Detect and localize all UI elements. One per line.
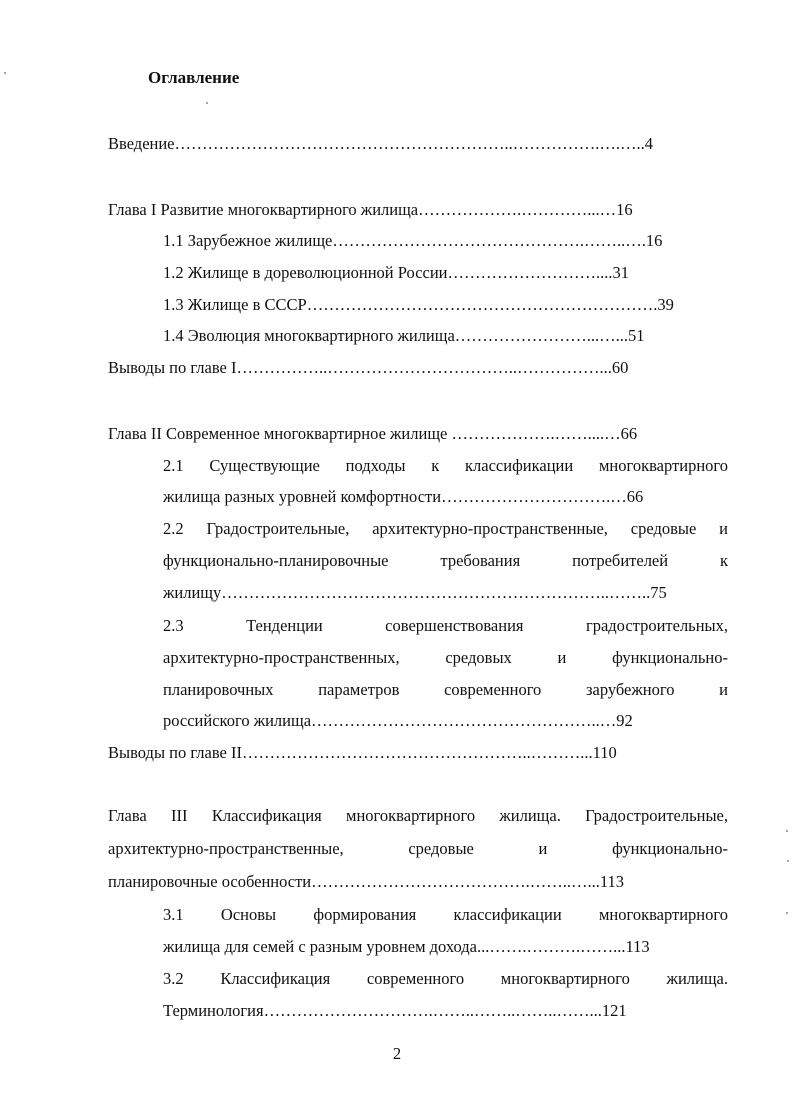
toc-section-2-3-line3: планировочных параметров современного зарубежного и	[163, 680, 728, 699]
toc-chapter-2: Глава II Современное многоквартирное жилище ……………….……....…66	[108, 424, 638, 443]
toc-chapter-3-line1: Глава III Классификация многоквартирного жилища. Градостроительные,	[108, 806, 728, 825]
toc-section-1-2: 1.2 Жилище в дореволюционной России………………………....31	[163, 263, 629, 282]
toc-chapter-3-line2: архитектурно-пространственные, средовые и функционально-	[108, 839, 728, 858]
toc-introduction: Введение……………………………………………………..…………….….…..4	[108, 134, 654, 153]
toc-section-2-1-line1: 2.1 Существующие подходы к классификации многоквартирного	[163, 456, 728, 475]
scan-speck	[4, 72, 6, 74]
toc-chapter-1: Глава I Развитие многоквартирного жилища……………….…………...…16	[108, 200, 633, 219]
toc-section-3-2-line2: Терминология………………………….……..……..……..……...121	[163, 1001, 627, 1020]
toc-section-1-4: 1.4 Эволюция многоквартирного жилища……………………...…...51	[163, 326, 645, 345]
toc-section-3-1-line2: жилища для семей с разным уровнем дохода...…….……….……...113	[163, 937, 650, 956]
toc-section-2-2-line3: жилищу……………………………………………………………..……..75	[163, 583, 667, 602]
page-title: Оглавление	[148, 68, 240, 87]
toc-section-3-1-line1: 3.1 Основы формирования классификации многоквартирного	[163, 905, 728, 924]
toc-section-2-3-line1: 2.3 Тенденции совершенствования градостроительных,	[163, 616, 728, 635]
toc-conclusions-1: Выводы по главе I……………..……………………………..……………...60	[108, 358, 629, 377]
scan-speck	[206, 102, 208, 104]
toc-section-2-1-line2: жилища разных уровней комфортности………………………….…66	[163, 487, 644, 506]
scan-speck	[786, 912, 788, 914]
toc-section-2-2-line1: 2.2 Градостроительные, архитектурно-пространственные, средовые и	[163, 519, 728, 538]
toc-section-2-2-line2: функционально-планировочные требования потребителей к	[163, 551, 728, 570]
scan-speck	[786, 830, 788, 832]
page-number: 2	[392, 1044, 402, 1063]
scan-speck	[787, 860, 789, 862]
toc-section-1-1: 1.1 Зарубежное жилище……………………………………….……..….16	[163, 231, 663, 250]
toc-conclusions-2: Выводы по главе II……………………………………………..………...110	[108, 743, 617, 762]
toc-section-2-3-line4: российского жилища……………………………………………..…92	[163, 711, 633, 730]
toc-section-2-3-line2: архитектурно-пространственных, средовых и функционально-	[163, 648, 728, 667]
toc-section-1-3: 1.3 Жилище в СССР……………………………………………………….39	[163, 295, 674, 314]
toc-section-3-2-line1: 3.2 Классификация современного многоквартирного жилища.	[163, 969, 728, 988]
toc-chapter-3-line3: планировочные особенности………………………………….……..…...113	[108, 872, 625, 891]
